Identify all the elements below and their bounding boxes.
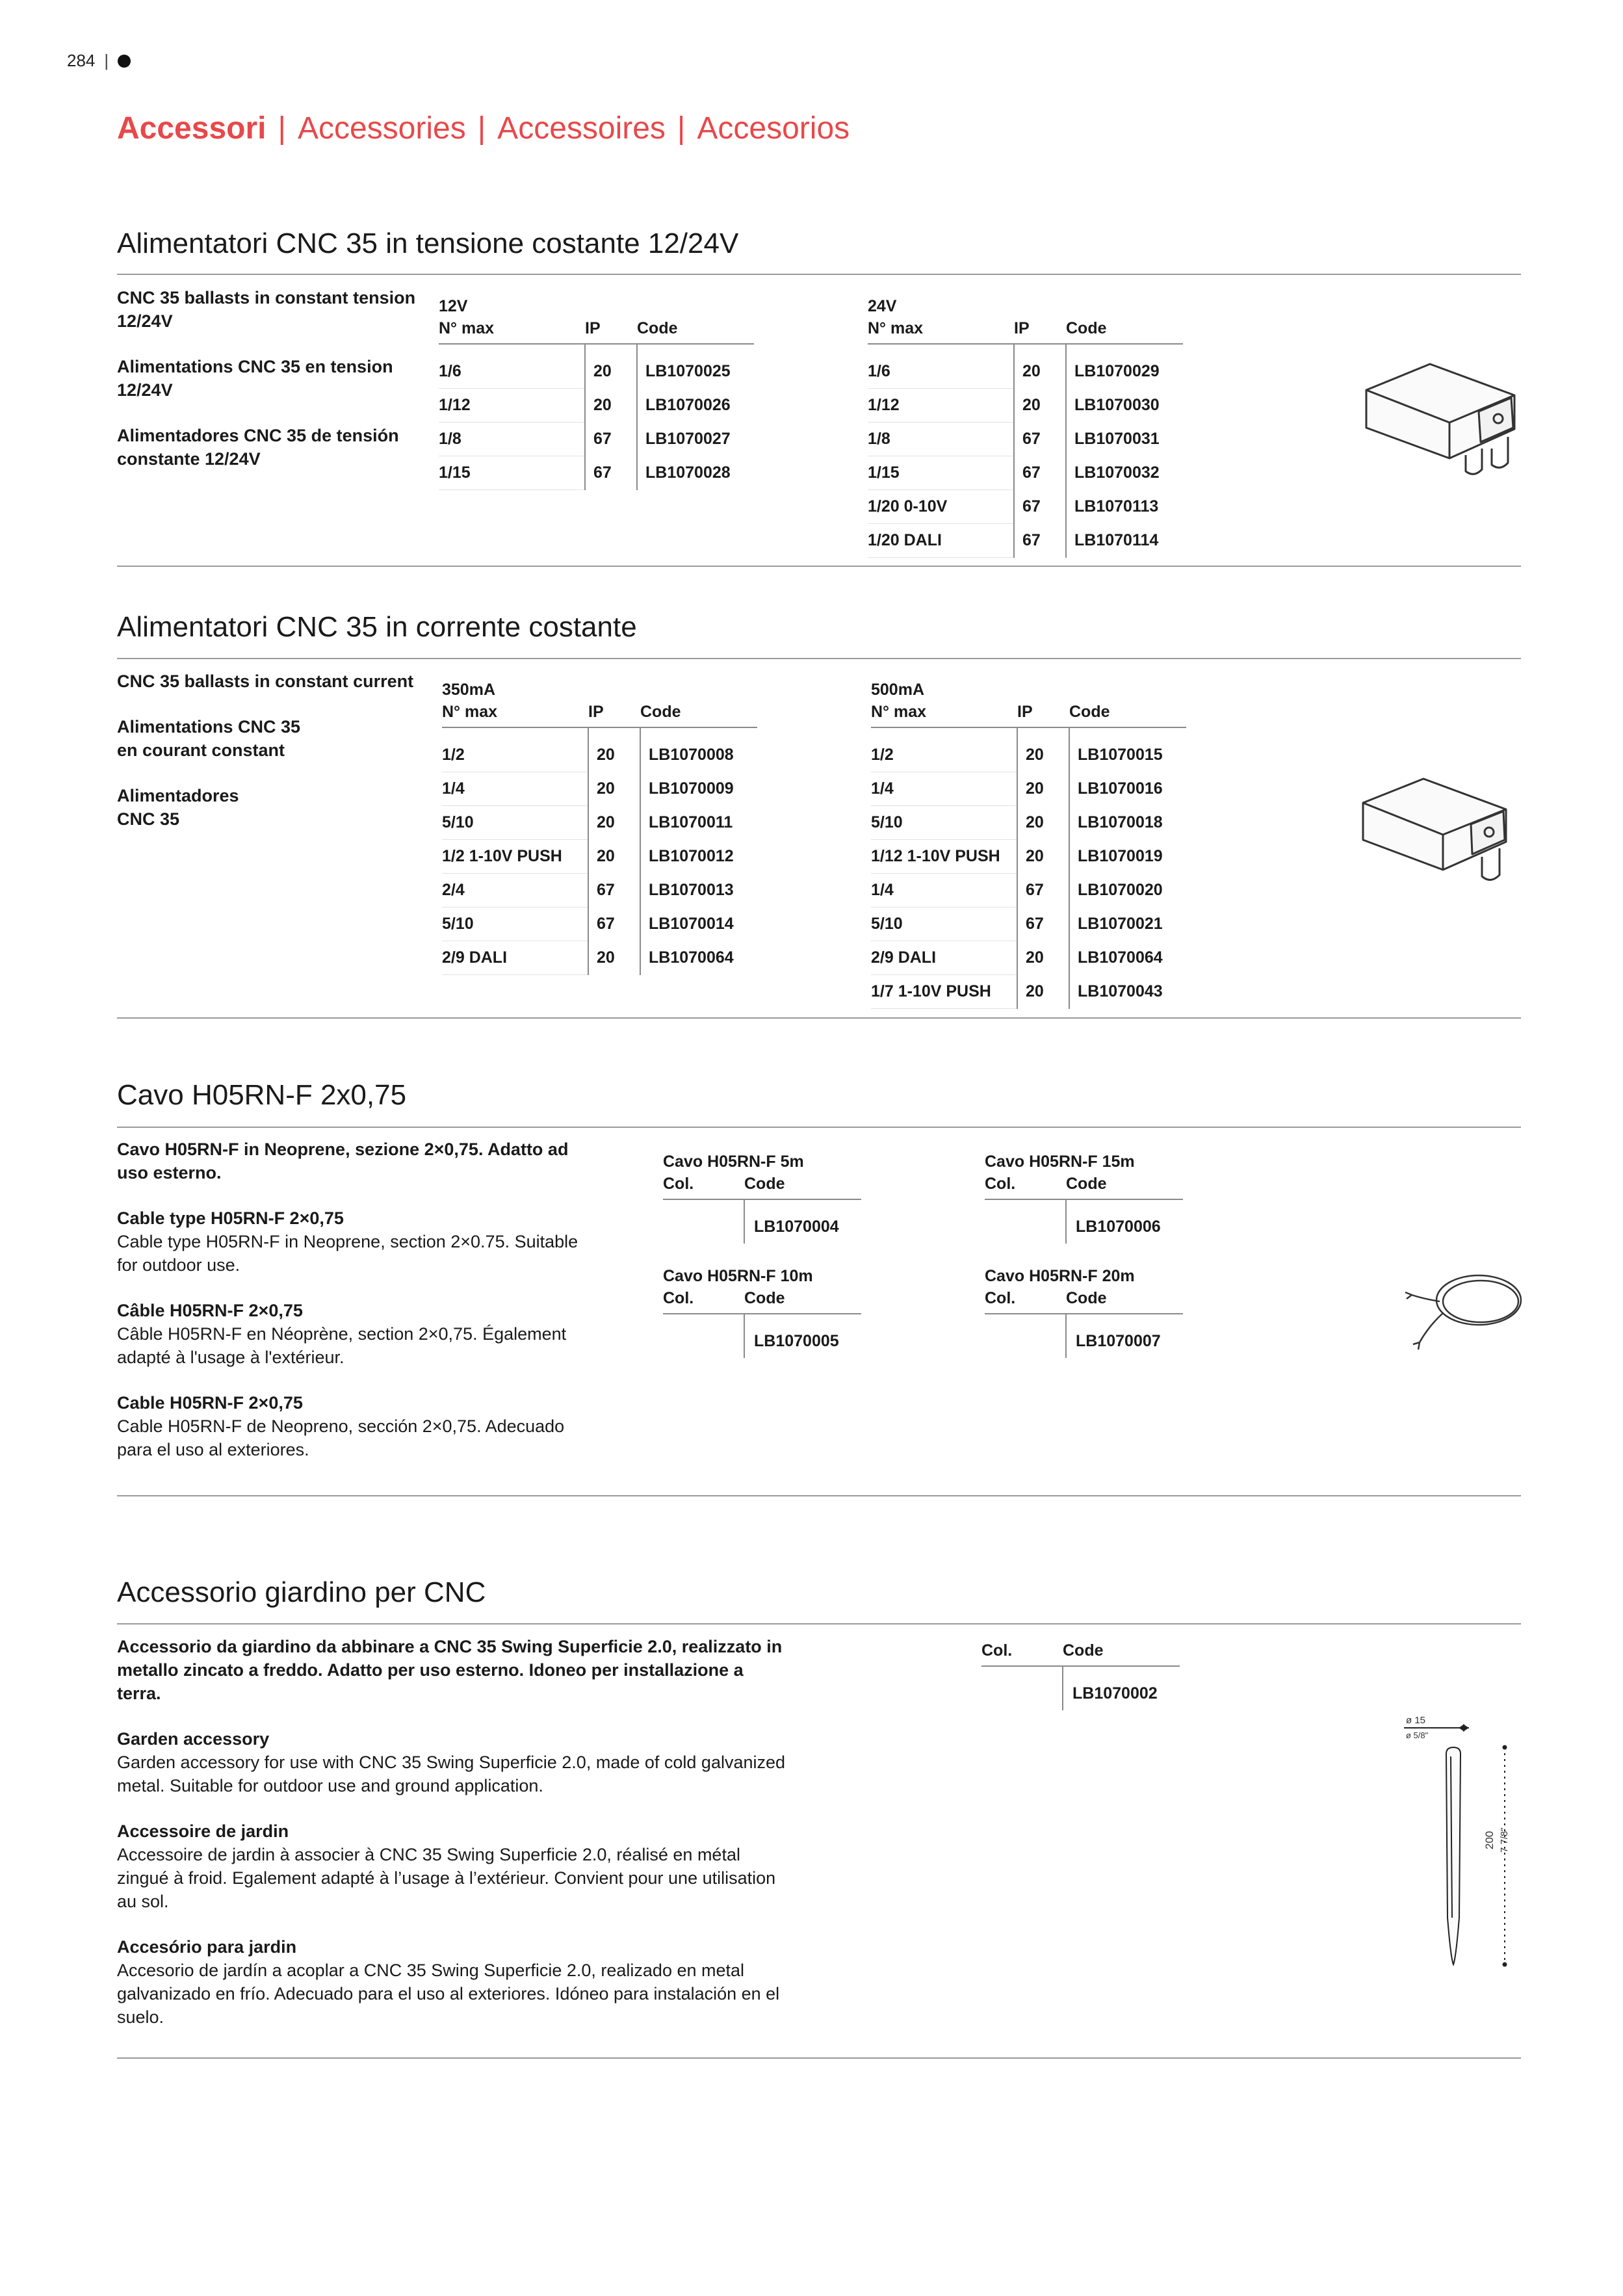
ballast-illustration: [1358, 358, 1527, 488]
table-cell: 20: [585, 389, 637, 423]
table-cell: [985, 1199, 1066, 1244]
table-cell: 20: [585, 344, 637, 389]
table-cell: LB1070020: [1069, 874, 1186, 907]
section-description: CNC 35 ballasts in constant current Alimentations CNC 35 en courant constant Alimentadores CNC 35: [117, 672, 414, 829]
table-cell: 1/2 1-10V PUSH: [442, 840, 588, 874]
table-cable-10m: [663, 1260, 861, 1358]
section-rule: [117, 1623, 1521, 1624]
table-cell: Col.: [663, 1171, 744, 1199]
page-number: 284 |: [67, 51, 131, 71]
table-cell: LB1070064: [1069, 941, 1186, 975]
dimension-height-inch: 7 7/8": [1499, 1827, 1510, 1853]
table-row: [442, 874, 757, 907]
dimension-diameter-inch: ø 5/8": [1406, 1730, 1429, 1740]
table-cell: LB1070113: [1066, 490, 1183, 524]
table-24v: [868, 290, 1183, 558]
table-cell: LB1070015: [1069, 727, 1186, 772]
table-row: [439, 423, 754, 456]
table-row: [442, 907, 757, 941]
table-cell: Code: [744, 1171, 861, 1199]
table-cell: 1/12: [868, 389, 1014, 423]
section-rule: [117, 566, 1521, 567]
table-cell: Cavo H05RN-F 5m: [663, 1153, 804, 1171]
section-description: Accessorio da giardino da abbinare a CNC 35 Swing Superficie 2.0, realizzato in metallo zincato a freddo. Adatto per uso esterno. Idoneo per installazione a terra. Garden accessory Garden accessory for use with CNC 35 Swing Superficie 2.0, made of cold galvanized metal. Suitable for outdoor use and ground application. Accessoire de jardin Accessoire de jardin à associer à CNC 35 Swing Superficie 2.0, réalisé en métal zingué à froid. Egalement adapté à l’usage à l’extérieur. Convient pour une utilisation au sol. Accesório para jardin Accesorio de jardín a acoplar a CNC 35 Swing Superficie 2.0, realizado en metal galvanizado en frío. Adecuado para el uso al exteriores. Idóneo para instalación en el suelo.: [117, 1637, 786, 2027]
table-cell: Code: [1066, 1286, 1183, 1314]
table-cell: 1/4: [871, 874, 1017, 907]
table-cell: Col.: [981, 1638, 1063, 1666]
table-cell: IP: [585, 316, 637, 344]
table-cell: 20: [1014, 389, 1066, 423]
table-cell: LB1070004: [744, 1199, 861, 1244]
table-cell: LB1070019: [1069, 840, 1186, 874]
table-cell: 1/2: [442, 727, 588, 772]
table-cell: 1/15: [439, 456, 585, 490]
table-row: [868, 344, 1183, 389]
table-cable-15m: [985, 1145, 1183, 1244]
table-cell: IP: [588, 699, 640, 727]
table-cell: 24V: [868, 297, 897, 315]
table-cell: LB1070012: [640, 840, 757, 874]
table-cell: 20: [588, 772, 640, 806]
table-cell: LB1070014: [640, 907, 757, 941]
table-cell: LB1070028: [637, 456, 754, 490]
table-cell: 20: [1017, 941, 1069, 975]
table-cell: LB1070007: [1066, 1314, 1183, 1358]
table-row: [871, 806, 1186, 840]
table-row: [663, 1199, 861, 1244]
table-cell: 20: [1017, 975, 1069, 1009]
table-row: [868, 456, 1183, 490]
table-cell: 1/12 1-10V PUSH: [871, 840, 1017, 874]
table-row: [439, 344, 754, 389]
table-row: [439, 389, 754, 423]
ballast-illustration: [1355, 774, 1518, 897]
table-row: [981, 1666, 1180, 1710]
table-cell: 67: [585, 456, 637, 490]
table-cell: Col.: [663, 1286, 744, 1314]
table-cell: 20: [588, 806, 640, 840]
cable-illustration: [1404, 1261, 1527, 1352]
table-cell: 20: [1017, 806, 1069, 840]
dimension-height: 200: [1483, 1831, 1496, 1849]
table-cell: LB1070016: [1069, 772, 1186, 806]
table-cell: 67: [1017, 874, 1069, 907]
table-cell: 20: [1017, 840, 1069, 874]
table-cell: 1/12: [439, 389, 585, 423]
table-cell: 1/20 DALI: [868, 524, 1014, 558]
table-row: [442, 772, 757, 806]
table-cell: LB1070114: [1066, 524, 1183, 558]
table-cell: N° max: [442, 699, 588, 727]
table-cell: LB1070027: [637, 423, 754, 456]
section-heading-constant-current: Alimentatori CNC 35 in corrente costante: [117, 611, 637, 643]
table-row: [442, 806, 757, 840]
table-cell: [981, 1666, 1063, 1710]
table-cell: 350mA: [442, 681, 495, 699]
table-cell: 5/10: [442, 907, 588, 941]
table-row: [442, 727, 757, 772]
table-cell: Cavo H05RN-F 15m: [985, 1153, 1135, 1171]
table-cell: [985, 1314, 1066, 1358]
table-cell: 67: [1014, 524, 1066, 558]
table-cell: [663, 1199, 744, 1244]
bullet-icon: [118, 55, 131, 68]
table-row: [871, 840, 1186, 874]
section-rule: [117, 658, 1521, 659]
table-row: [663, 1314, 861, 1358]
table-cell: 20: [588, 941, 640, 975]
table-row: [871, 975, 1186, 1009]
table-cell: 20: [1014, 344, 1066, 389]
table-cell: Col.: [985, 1171, 1066, 1199]
section-rule: [117, 1495, 1521, 1496]
section-description: Cavo H05RN-F in Neoprene, sezione 2×0,75. Adatto ad uso esterno. Cable type H05RN-F 2×0,75 Cable type H05RN-F in Neoprene, section 2×0.75. Suitable for outdoor use. Câble H05RN-F 2×0,75 Câble H05RN-F en Néoprène, section 2×0,75. Également adapté à l'usage à l'extérieur. Cable H05RN-F 2×0,75 Cable H05RN-F de Neopreno, sección 2×0,75. Adecuado para el uso al exteriores.: [117, 1140, 578, 1459]
table-cell: IP: [1014, 316, 1066, 344]
table-cell: 67: [1014, 456, 1066, 490]
table-cell: 500mA: [871, 681, 924, 699]
table-cell: LB1070008: [640, 727, 757, 772]
table-garden-accessory: [981, 1638, 1180, 1710]
table-row: [442, 941, 757, 975]
table-cell: N° max: [439, 316, 585, 344]
table-cell: LB1070031: [1066, 423, 1183, 456]
table-cell: Code: [744, 1286, 861, 1314]
table-cell: Cavo H05RN-F 10m: [663, 1267, 813, 1285]
table-row: [985, 1314, 1183, 1358]
table-row: [868, 490, 1183, 524]
table-cable-5m: [663, 1145, 861, 1244]
table-cell: 20: [1017, 727, 1069, 772]
table-cell: 20: [588, 840, 640, 874]
table-row: [985, 1199, 1183, 1244]
table-cell: 5/10: [442, 806, 588, 840]
table-cell: 2/9 DALI: [442, 941, 588, 975]
table-cell: LB1070030: [1066, 389, 1183, 423]
table-row: [868, 423, 1183, 456]
table-cell: Code: [1069, 699, 1186, 727]
table-cell: LB1070018: [1069, 806, 1186, 840]
table-cell: 67: [1017, 907, 1069, 941]
table-cell: 1/6: [868, 344, 1014, 389]
table-cell: 5/10: [871, 907, 1017, 941]
dimension-diameter: ø 15: [1406, 1715, 1426, 1726]
table-row: [868, 389, 1183, 423]
table-cell: 20: [588, 727, 640, 772]
section-rule: [117, 2057, 1521, 2059]
table-cell: Code: [1066, 1171, 1183, 1199]
table-cell: LB1070029: [1066, 344, 1183, 389]
section-rule: [117, 1017, 1521, 1019]
table-500ma: [871, 673, 1186, 1009]
table-12v: [439, 290, 754, 490]
table-cell: 1/7 1-10V PUSH: [871, 975, 1017, 1009]
section-rule: [117, 274, 1521, 275]
table-cell: LB1070025: [637, 344, 754, 389]
table-cell: 1/2: [871, 727, 1017, 772]
table-cell: LB1070009: [640, 772, 757, 806]
table-cell: Code: [1063, 1638, 1180, 1666]
table-cell: LB1070032: [1066, 456, 1183, 490]
table-row: [871, 941, 1186, 975]
table-row: [871, 907, 1186, 941]
page-title: Accessori | Accessories | Accessoires | Accesorios: [117, 111, 850, 146]
table-row: [439, 456, 754, 490]
table-cell: 1/8: [868, 423, 1014, 456]
table-cell: Code: [640, 699, 757, 727]
table-cell: 2/9 DALI: [871, 941, 1017, 975]
table-row: [871, 874, 1186, 907]
table-cell: LB1070043: [1069, 975, 1186, 1009]
table-row: [871, 772, 1186, 806]
section-heading-constant-tension: Alimentatori CNC 35 in tensione costante 12/24V: [117, 228, 739, 259]
table-cell: 2/4: [442, 874, 588, 907]
table-cell: 1/6: [439, 344, 585, 389]
table-cell: Code: [637, 316, 754, 344]
table-row: [868, 524, 1183, 558]
table-cell: 5/10: [871, 806, 1017, 840]
table-cell: [663, 1314, 744, 1358]
table-cell: 1/15: [868, 456, 1014, 490]
table-cell: LB1070006: [1066, 1199, 1183, 1244]
table-cell: LB1070005: [744, 1314, 861, 1358]
table-cell: Code: [1066, 316, 1183, 344]
table-cell: LB1070013: [640, 874, 757, 907]
table-cell: N° max: [868, 316, 1014, 344]
section-heading-garden: Accessorio giardino per CNC: [117, 1576, 486, 1608]
table-cable-20m: [985, 1260, 1183, 1358]
table-cell: 67: [1014, 490, 1066, 524]
table-cell: LB1070002: [1063, 1666, 1180, 1710]
table-cell: 20: [1017, 772, 1069, 806]
table-cell: 67: [588, 874, 640, 907]
table-350ma: [442, 673, 757, 975]
table-cell: Col.: [985, 1286, 1066, 1314]
section-rule: [117, 1127, 1521, 1128]
table-row: [871, 727, 1186, 772]
table-cell: LB1070011: [640, 806, 757, 840]
table-cell: 12V: [439, 297, 468, 315]
section-heading-cable: Cavo H05RN-F 2x0,75: [117, 1079, 407, 1111]
table-cell: LB1070021: [1069, 907, 1186, 941]
table-row: [442, 840, 757, 874]
table-cell: 67: [585, 423, 637, 456]
table-cell: 1/4: [442, 772, 588, 806]
table-cell: N° max: [871, 699, 1017, 727]
table-cell: LB1070026: [637, 389, 754, 423]
table-cell: 1/20 0-10V: [868, 490, 1014, 524]
table-cell: IP: [1017, 699, 1069, 727]
table-cell: 67: [588, 907, 640, 941]
table-cell: LB1070064: [640, 941, 757, 975]
table-cell: 1/8: [439, 423, 585, 456]
table-cell: Cavo H05RN-F 20m: [985, 1267, 1135, 1285]
section-description: CNC 35 ballasts in constant tension 12/24V Alimentations CNC 35 en tension 12/24V Alimentadores CNC 35 de tensión constante 12/24V: [117, 288, 416, 469]
table-cell: 67: [1014, 423, 1066, 456]
table-cell: 1/4: [871, 772, 1017, 806]
